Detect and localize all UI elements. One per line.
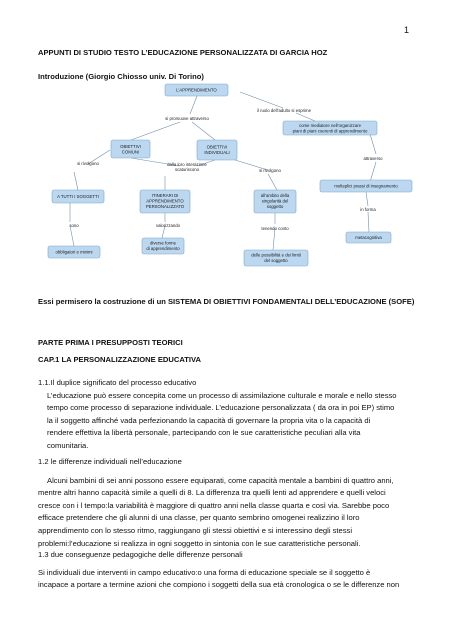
svg-text:APPRENDIMENTO: APPRENDIMENTO <box>146 198 184 204</box>
svg-text:INDIVIDUALI: INDIVIDUALI <box>204 150 230 155</box>
concept-map-connectors <box>70 92 376 250</box>
svg-text:all’ambito della: all’ambito della <box>260 193 290 198</box>
section-1-2-line: cresce con i l tempo:la variabilità è maggiore di quattro anni nella classe quarta e così via. Sarebbe poco <box>38 500 390 510</box>
node-itinerari <box>140 190 190 213</box>
link-label-si-rivolgono-2: si rivolgono <box>259 168 281 173</box>
link-label-interazione-2: scaturiscono <box>174 167 200 172</box>
part-title: PARTE PRIMA I PRESUPPOSTI TEORICI <box>38 338 183 347</box>
node-apprendimento <box>165 84 228 96</box>
svg-text:soggetto: soggetto <box>266 204 284 209</box>
section-1-1-line: L’educazione può essere concepita come un processo di assimilazione culturale e morale e nello stesso <box>47 390 397 400</box>
node-obiettivi-individuali <box>197 140 237 160</box>
node-singolarita <box>254 190 296 213</box>
svg-text:di apprendimento: di apprendimento <box>146 246 180 251</box>
link-label-promuove: si promuove attraverso <box>165 116 209 121</box>
sofe-statement: Essi permisero la costruzione di un SISTEMA DI OBIETTIVI FONDAMENTALI DELL’EDUCAZIONE (SOFE) <box>38 297 415 306</box>
svg-text:ITINERARI DI: ITINERARI DI <box>151 193 179 198</box>
section-1-3-line: Si individuali due interventi in campo educativo:o una forma di educazione speciale se il soggetto è <box>38 567 371 577</box>
section-1-3-title: 1.3 due conseguenze pedagogiche delle differenze personali <box>38 550 243 559</box>
section-1-1-line: la il soggetto affinché vada perfezionando la capacità di governare la propria vita o la capacità di <box>47 415 371 425</box>
node-molteplici-prassi <box>320 180 412 192</box>
section-1-1 <box>38 377 416 453</box>
node-possibilita-limiti <box>244 250 308 266</box>
link-label-interazione-1: dalla loro interazione <box>167 162 207 167</box>
link-label-si-rivolgono-1: si rivolgono <box>77 161 99 166</box>
svg-text:molteplici prassi di insegname: molteplici prassi di insegnamento <box>334 183 398 189</box>
link-label-in-forma: in forma <box>360 207 376 212</box>
link-label-tenendo-conto: tenendo conto <box>261 226 289 231</box>
node-metacognitiva <box>346 232 391 243</box>
svg-text:come mediatore nell’organizzar: come mediatore nell’organizzare <box>298 123 362 128</box>
node-mediatore <box>283 121 377 135</box>
section-1-3 <box>38 549 416 592</box>
document-title: APPUNTI DI STUDIO TESTO L’EDUCAZIONE PERSONALIZZATA DI GARCIA HOZ <box>38 48 328 57</box>
svg-text:obbligatori e minimi: obbligatori e minimi <box>55 249 93 255</box>
link-label-sono: sono <box>69 223 79 228</box>
section-1-2 <box>38 456 416 550</box>
svg-text:singolarità del: singolarità del <box>261 198 289 204</box>
svg-text:L’APPRENDIMENTO: L’APPRENDIMENTO <box>176 87 217 93</box>
section-1-2-title: 1.2 le differenze individuali nell’educazione <box>38 457 182 466</box>
chapter-title: CAP.1 LA PERSONALIZZAZIONE EDUCATIVA <box>38 355 201 364</box>
svg-text:PERSONALIZZATO: PERSONALIZZATO <box>145 204 185 209</box>
section-1-1-line: rendere effettiva la libertà personale, partecipando con le sue caratteristiche peculiari alla vita <box>47 428 361 438</box>
section-1-1-line: tempo come processo di separazione individuale. L’educazione personalizzata ( da ora in poi EP) stimo <box>47 403 395 413</box>
svg-text:OBIETTIVI: OBIETTIVI <box>120 144 141 149</box>
node-obbligatori <box>48 246 100 258</box>
node-tutti-soggetti <box>52 190 104 203</box>
section-1-3-line: incapace a portare a termine azioni che compiono i soggetti della sua età cronologica o se le differenze non <box>38 580 400 590</box>
section-1-2-line: mentre altri hanno capacità simile a quelli di 8. La differenza tra quelli lenti ad apprendere e quelli veloci <box>38 488 386 498</box>
node-obiettivi-comuni <box>111 140 150 158</box>
node-diverse-forme <box>142 238 184 254</box>
svg-text:diverse forme: diverse forme <box>149 240 177 246</box>
link-label-ruolo: il ruolo dell’adulto si esprime <box>257 108 311 113</box>
section-1-2-line: apprendimento con lo stesso ritmo, raggiungano gli stessi obiettivi e si interessino degli stessi <box>38 525 353 535</box>
section-1-2-line: efficace pretendere che gli alunni di una classe, per quanto sembrino omogenei realizzino il loro <box>38 513 360 523</box>
section-1-2-line: problemi:l’educazione si realizza in ogni soggetto in sintonia con le sue caratteristiche personali. <box>38 538 361 548</box>
concept-map <box>30 78 425 280</box>
svg-text:metacognitiva: metacognitiva <box>355 235 382 240</box>
link-label-valorizzando: valorizzando <box>155 223 181 228</box>
svg-text:COMUNI: COMUNI <box>121 149 140 155</box>
introduction-heading: Introduzione (Giorgio Chiosso univ. Di Torino) <box>38 72 204 81</box>
svg-text:del soggetto: del soggetto <box>264 258 288 263</box>
page-number: 1 <box>404 25 410 35</box>
svg-text:piani di piani coerenti di app: piani di piani coerenti di apprendimento <box>292 128 368 134</box>
section-1-2-line: Alcuni bambini di sei anni possono essere equiparati, come capacità mentale a bambini di quattro anni, <box>47 475 394 485</box>
section-1-1-title: 1.1.Il duplice significato del processo educativo <box>38 378 197 387</box>
section-1-1-line: comunitaria. <box>47 440 89 450</box>
link-label-attraverso: attraverso <box>363 156 383 161</box>
svg-text:A TUTTI I SOGGETTI: A TUTTI I SOGGETTI <box>57 194 99 199</box>
svg-text:delle possibilità e dei limiti: delle possibilità e dei limiti <box>251 252 301 258</box>
svg-text:OBIETTIVI: OBIETTIVI <box>206 144 228 150</box>
